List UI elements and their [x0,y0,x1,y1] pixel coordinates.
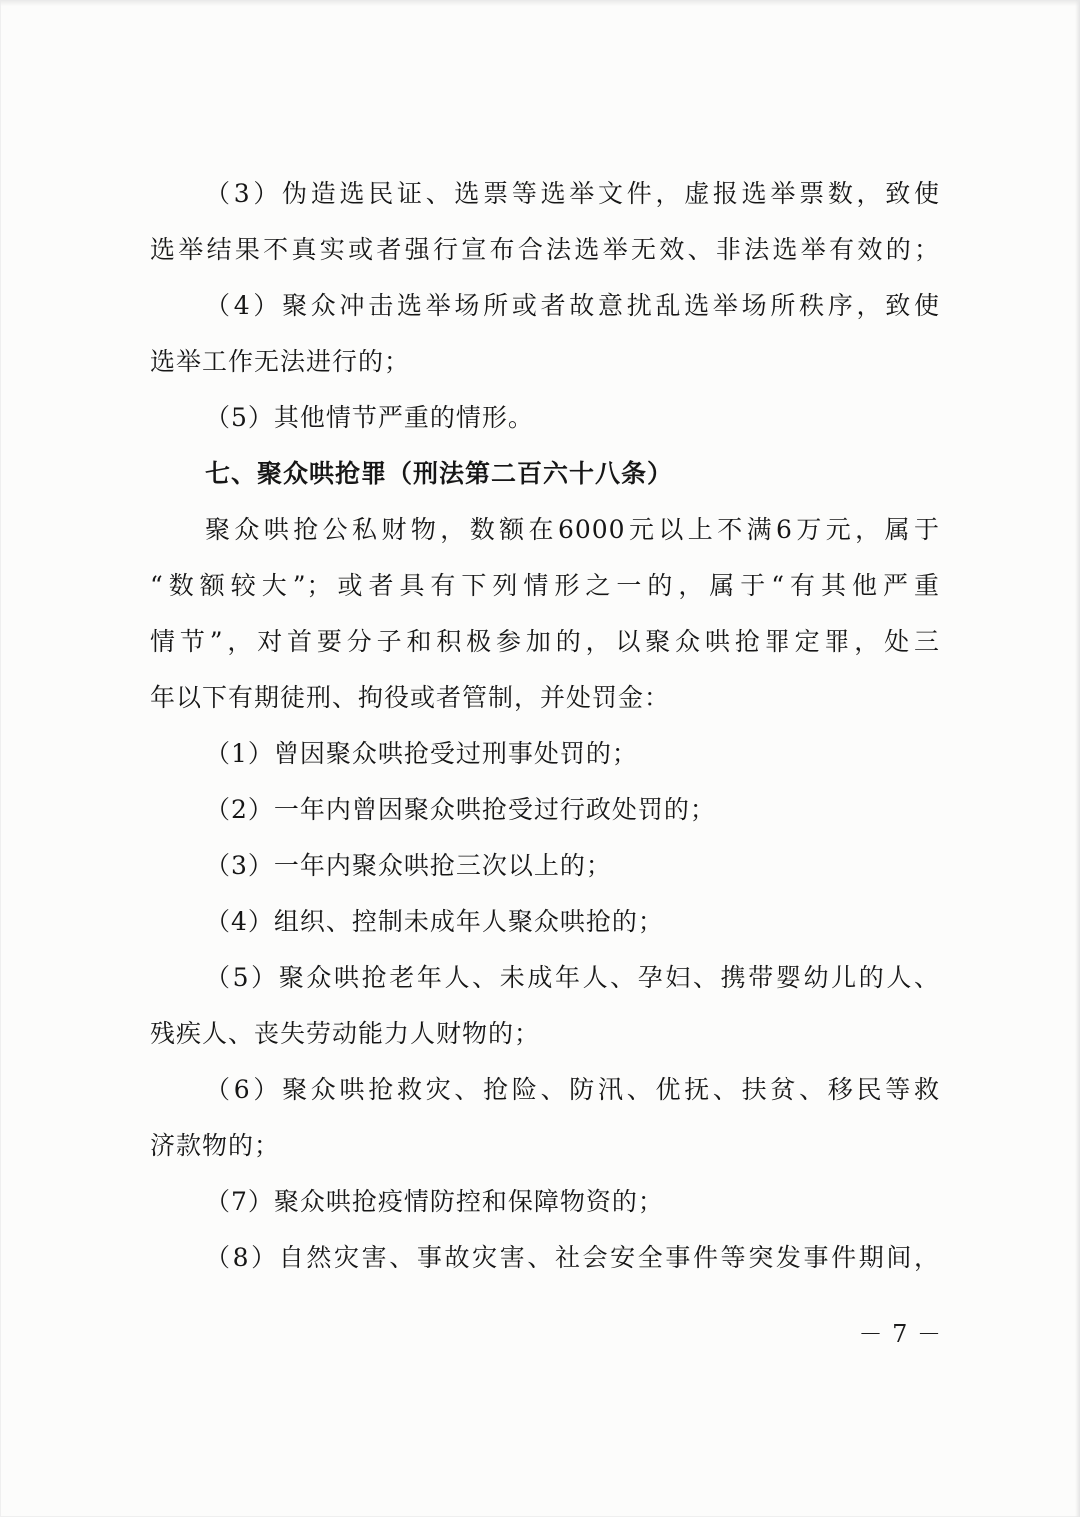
item-5-other-serious-circumstances: （5）其他情节严重的情形。 [205,403,534,432]
list-item-3: （3）一年内聚众哄抢三次以上的； [205,851,612,880]
list-item-8-line-1: （8）自然灾害、事故灾害、社会安全事件等突发事件期间， [205,1243,940,1272]
list-item-7: （7）聚众哄抢疫情防控和保障物资的； [205,1187,664,1216]
document-body [150,166,940,1286]
list-item-6-line-2: 济款物的； [150,1131,281,1160]
list-item-1: （1）曾因聚众哄抢受过刑事处罚的； [205,739,638,768]
item-3-election-fraud-line-1: （3）伪造选民证、选票等选举文件，虚报选举票数，致使 [205,179,940,208]
page-number: － 7 － [858,1320,942,1348]
scan-edge-right [1075,0,1080,1517]
paragraph-line-4: 年以下有期徒刑、拘役或者管制，并处罚金： [150,683,671,712]
list-item-5-line-2: 残疾人、丧失劳动能力人财物的； [150,1019,541,1048]
list-item-4: （4）组织、控制未成年人聚众哄抢的； [205,907,664,936]
section-heading-crowd-looting: 七、聚众哄抢罪（刑法第二百六十八条） [205,459,674,488]
paragraph-line-1: 聚众哄抢公私财物，数额在6000元以上不满6万元，属于 [205,515,940,544]
scan-edge-top [0,0,1080,6]
item-4-election-disruption-line-1: （4）聚众冲击选举场所或者故意扰乱选举场所秩序，致使 [205,291,940,320]
list-item-2: （2）一年内曾因聚众哄抢受过行政处罚的； [205,795,716,824]
item-3-election-fraud-line-2: 选举结果不真实或者强行宣布合法选举无效、非法选举有效的； [150,235,940,264]
list-item-6-line-1: （6）聚众哄抢救灾、抢险、防汛、优抚、扶贫、移民等救 [205,1075,940,1104]
paragraph-line-3: 情节”，对首要分子和积极参加的，以聚众哄抢罪定罪，处三 [150,627,940,656]
item-4-election-disruption-line-2: 选举工作无法进行的； [150,347,411,376]
paragraph-line-2: “数额较大”；或者具有下列情形之一的，属于“有其他严重 [150,571,940,600]
list-item-5-line-1: （5）聚众哄抢老年人、未成年人、孕妇、携带婴幼儿的人、 [205,963,940,992]
